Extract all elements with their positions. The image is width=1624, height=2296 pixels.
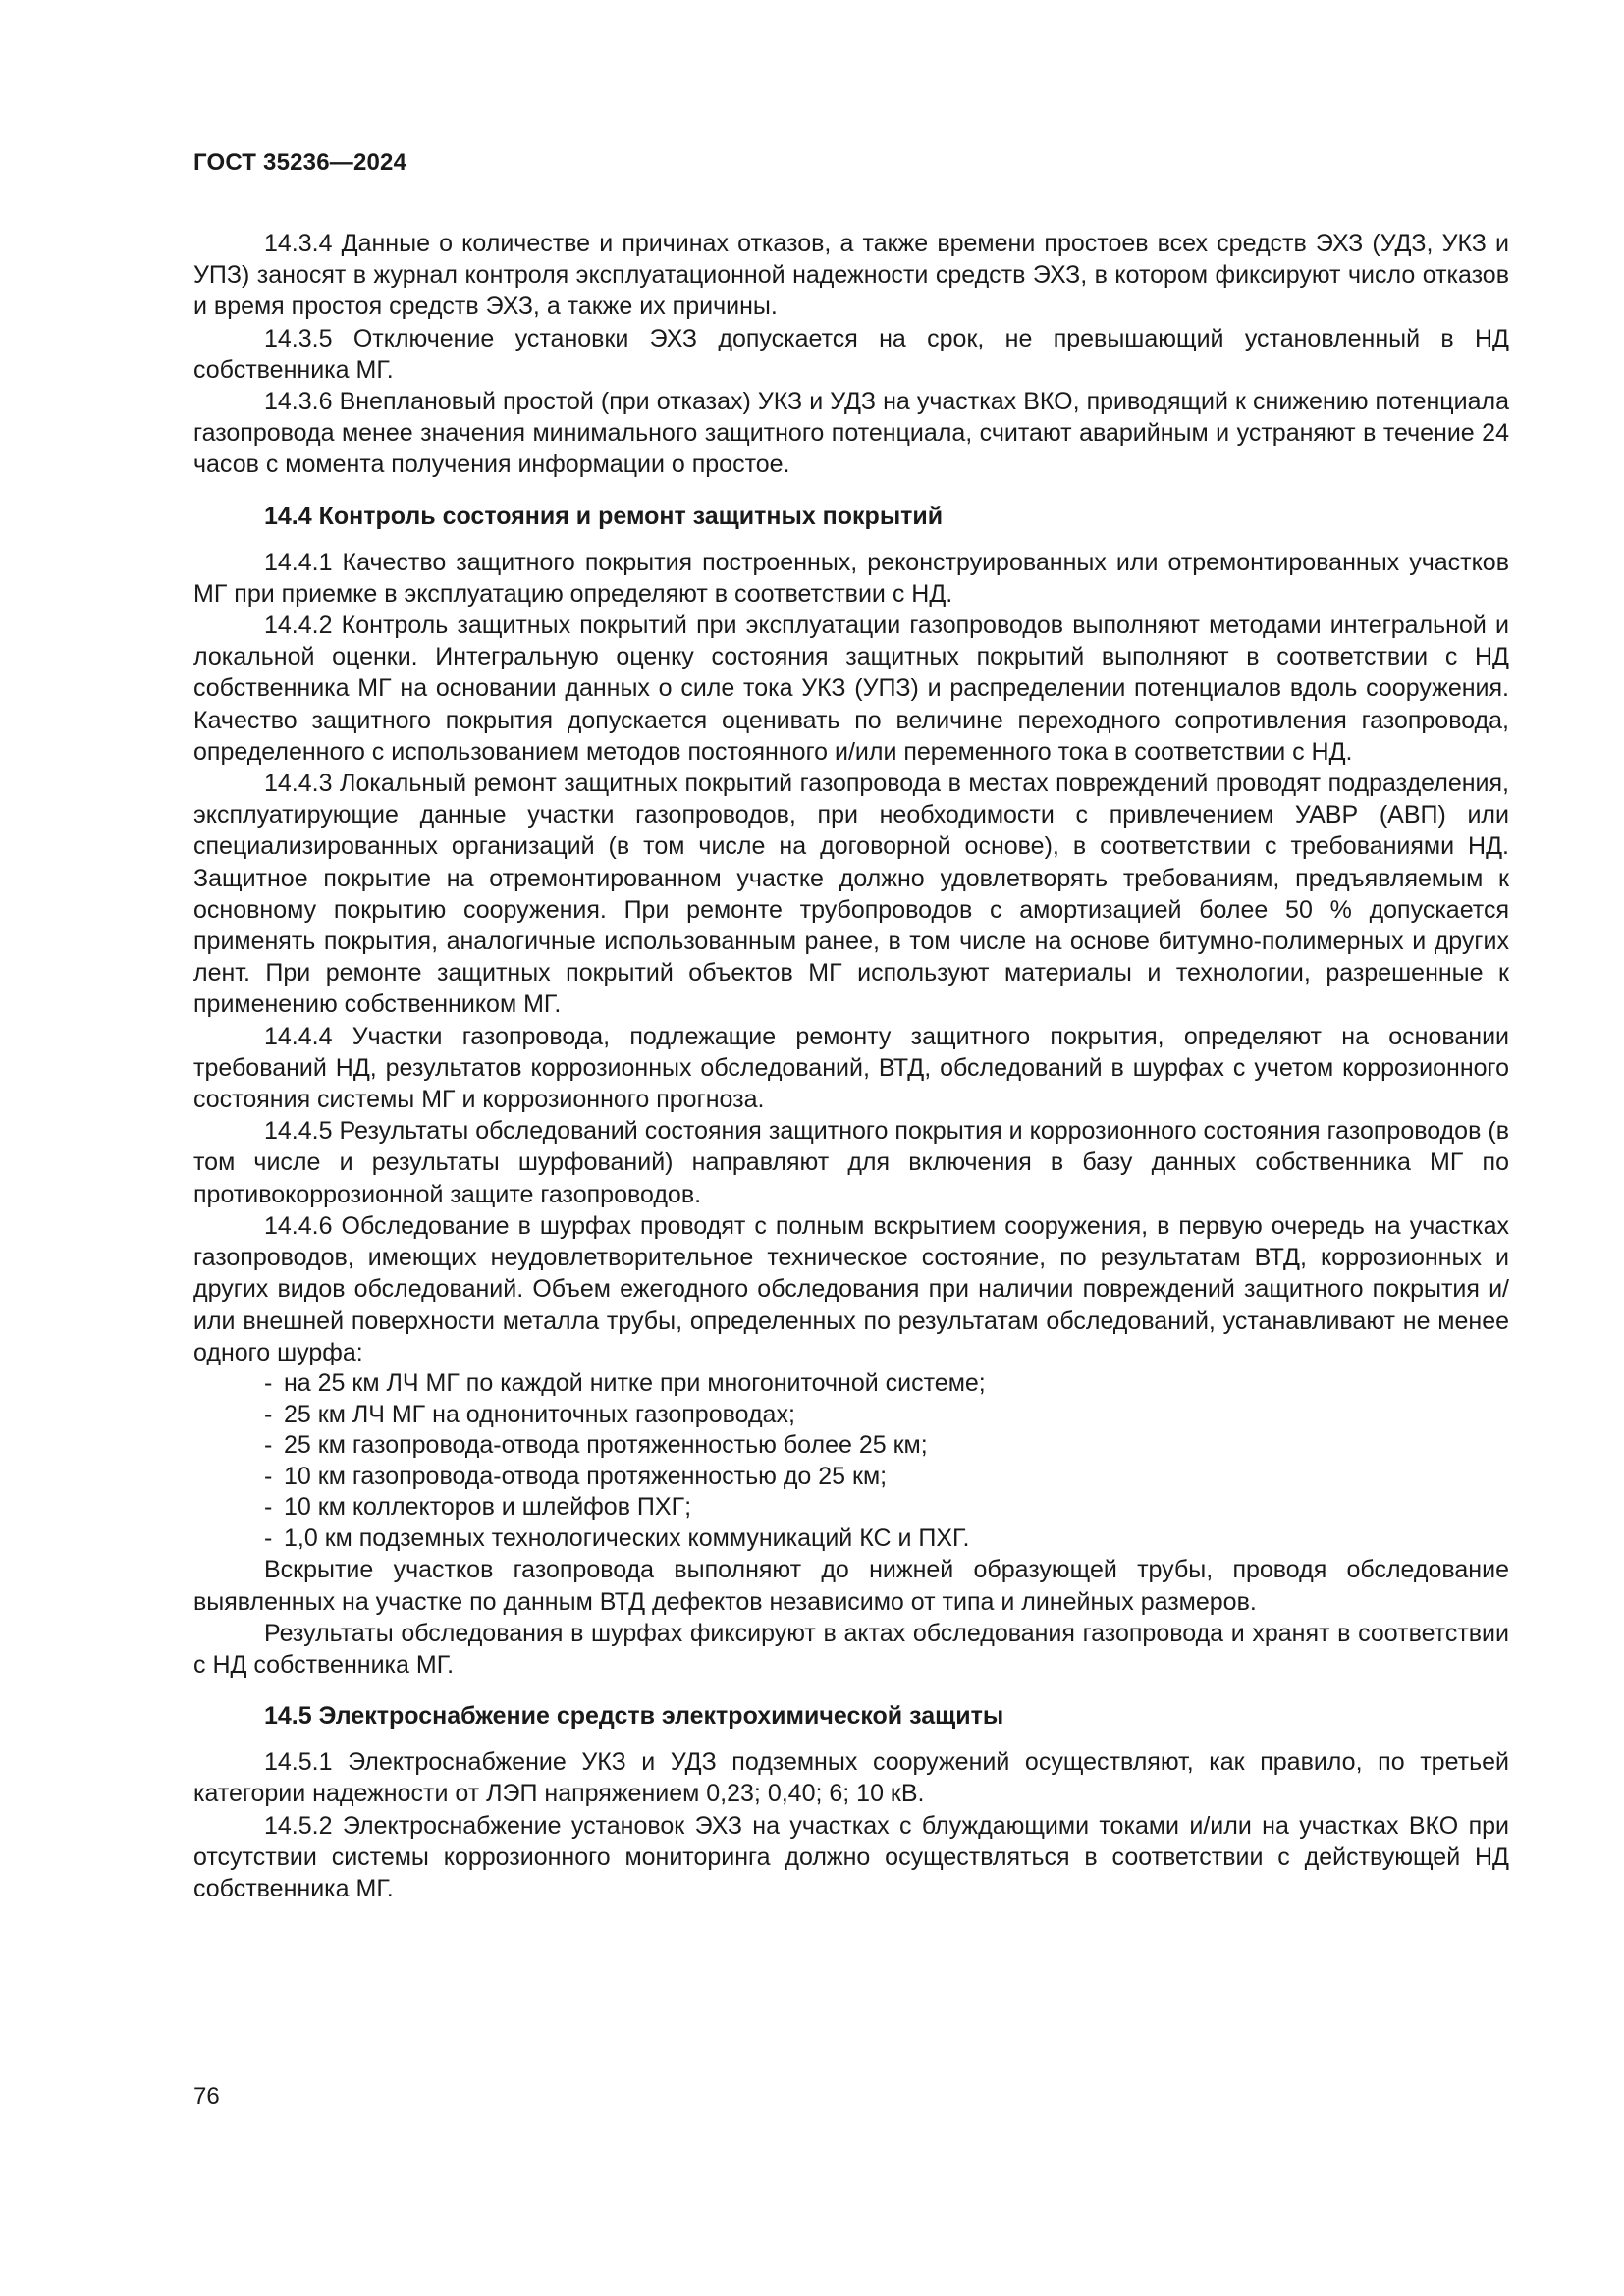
paragraph-pit-opening: Вскрытие участков газопровода выполняют до нижней образующей трубы, проводя обследование выявленных на участке по данным ВТД дефектов независимо от типа и линейных размеров. [193, 1556, 1509, 1616]
paragraph-14-4-4: 14.4.4 Участки газопровода, подлежащие ремонту защитного покрытия, определяют на основании требований НД, результатов коррозионных обследований, ВТД, обследований в шурфах с учетом коррозионного состояния системы МГ и коррозионного прогноза. [193, 1022, 1509, 1114]
list-item-text: 10 км газопровода-отвода протяженностью до 25 км; [284, 1462, 888, 1490]
list-item [193, 1430, 1509, 1462]
list-item-text: на 25 км ЛЧ МГ по каждой нитке при многониточной системе; [284, 1368, 986, 1397]
section-heading-14-5: 14.5 Электроснабжение средств электрохимической защиты [264, 1702, 1004, 1731]
list-item [193, 1400, 1509, 1431]
document-body [193, 228, 1509, 1904]
paragraph-14-4-5: 14.4.5 Результаты обследований состояния защитного покрытия и коррозионного состояния газопроводов (в том числе и результаты шурфований) направляют для включения в базу данных собственника МГ по противокоррозионной защите газопроводов. [193, 1117, 1509, 1208]
paragraph-14-3-4: 14.3.4 Данные о количестве и причинах отказов, а также времени простоев всех средств ЭХЗ (УДЗ, УКЗ и УПЗ) заносят в журнал контроля эксплуатационной надежности средств ЭХЗ, в котором фиксируют число отказов и время простоя средств ЭХЗ, а также их причины. [193, 230, 1509, 321]
list-dash: - [264, 1400, 273, 1428]
list-item-text: 25 км ЛЧ МГ на однониточных газопроводах; [284, 1400, 795, 1428]
paragraph-14-4-6: 14.4.6 Обследование в шурфах проводят с полным вскрытием сооружения, в первую очередь на участках газопроводов, имеющих неудовлетворительное техническое состояние, по результатам ВТД, коррозионных и других видов обследований. Объем ежегодного обследования при наличии повреждений защитного покрытия и/или внешней поверхности металла трубы, определенных по результатам обследований, устанавливают не менее одного шурфа: [193, 1211, 1509, 1366]
document-code-header: ГОСТ 35236—2024 [193, 149, 407, 176]
paragraph-14-4-2: 14.4.2 Контроль защитных покрытий при эксплуатации газопроводов выполняют методами интегральной и локальной оценки. Интегральную оценку состояния защитных покрытий выполняют в соответствии с НД собственника МГ на основании данных о силе тока УКЗ (УПЗ) и распределении потенциалов вдоль сооружения. Качество защитного покрытия допускается оценивать по величине переходного сопротивления газопровода, определенного с использованием методов постоянного и/или переменного тока в соответствии с НД. [193, 612, 1509, 766]
list-item [193, 1523, 1509, 1555]
page-number: 76 [193, 2083, 220, 2109]
paragraph-14-4-3: 14.4.3 Локальный ремонт защитных покрытий газопровода в местах повреждений проводят подразделения, эксплуатирующие данные участки газопроводов, при необходимости с привлечением УАВР (АВП) или специализированных организаций (в том числе на договорной основе), в соответствии с требованиями НД. Защитное покрытие на отремонтированном участке должно удовлетворять требованиям, предъявляемым к основному покрытию сооружения. При ремонте трубопроводов с амортизацией более 50 % допускается применять покрытия, аналогичные использованным ранее, в том числе на основе битумно-полимерных и других лент. При ремонте защитных покрытий объектов МГ используют материалы и технологии, разрешенные к применению собственником МГ. [193, 770, 1509, 1019]
list-dash: - [264, 1462, 273, 1490]
pit-survey-list [193, 1368, 1509, 1555]
paragraph-14-4-1: 14.4.1 Качество защитного покрытия построенных, реконструированных или отремонтированных участков МГ при приемке в эксплуатацию определяют в соответствии с НД. [193, 548, 1509, 608]
paragraph-14-3-6: 14.3.6 Внеплановый простой (при отказах) УКЗ и УДЗ на участках ВКО, приводящий к снижению потенциала газопровода менее значения минимального защитного потенциала, считают аварийным и устраняют в течение 24 часов с момента получения информации о простое. [193, 388, 1509, 479]
paragraph-14-3-5: 14.3.5 Отключение установки ЭХЗ допускается на срок, не превышающий установленный в НД собственника МГ. [193, 324, 1509, 384]
list-item-text: 25 км газопровода-отвода протяженностью более 25 км; [284, 1431, 928, 1460]
paragraph-pit-results: Результаты обследования в шурфах фиксируют в актах обследования газопровода и хранят в соответствии с НД собственника МГ. [193, 1619, 1509, 1680]
list-item [193, 1368, 1509, 1400]
list-item [193, 1462, 1509, 1493]
list-dash: - [264, 1368, 273, 1397]
list-item [193, 1492, 1509, 1523]
paragraph-14-5-1: 14.5.1 Электроснабжение УКЗ и УДЗ подземных сооружений осуществляют, как правило, по третьей категории надежности от ЛЭП напряжением 0,23; 0,40; 6; 10 кВ. [193, 1748, 1509, 1808]
list-item-text: 1,0 км подземных технологических коммуникаций КС и ПХГ. [284, 1523, 970, 1552]
section-heading-14-4: 14.4 Контроль состояния и ремонт защитных покрытий [264, 502, 944, 530]
list-dash: - [264, 1493, 273, 1522]
list-item-text: 10 км коллекторов и шлейфов ПХГ; [284, 1493, 692, 1522]
paragraph-14-5-2: 14.5.2 Электроснабжение установок ЭХЗ на участках с блуждающими токами и/или на участках ВКО при отсутствии системы коррозионного мониторинга должно осуществляться в соответствии с действующей НД собственника МГ. [193, 1811, 1509, 1903]
list-dash: - [264, 1523, 273, 1552]
list-dash: - [264, 1431, 273, 1460]
